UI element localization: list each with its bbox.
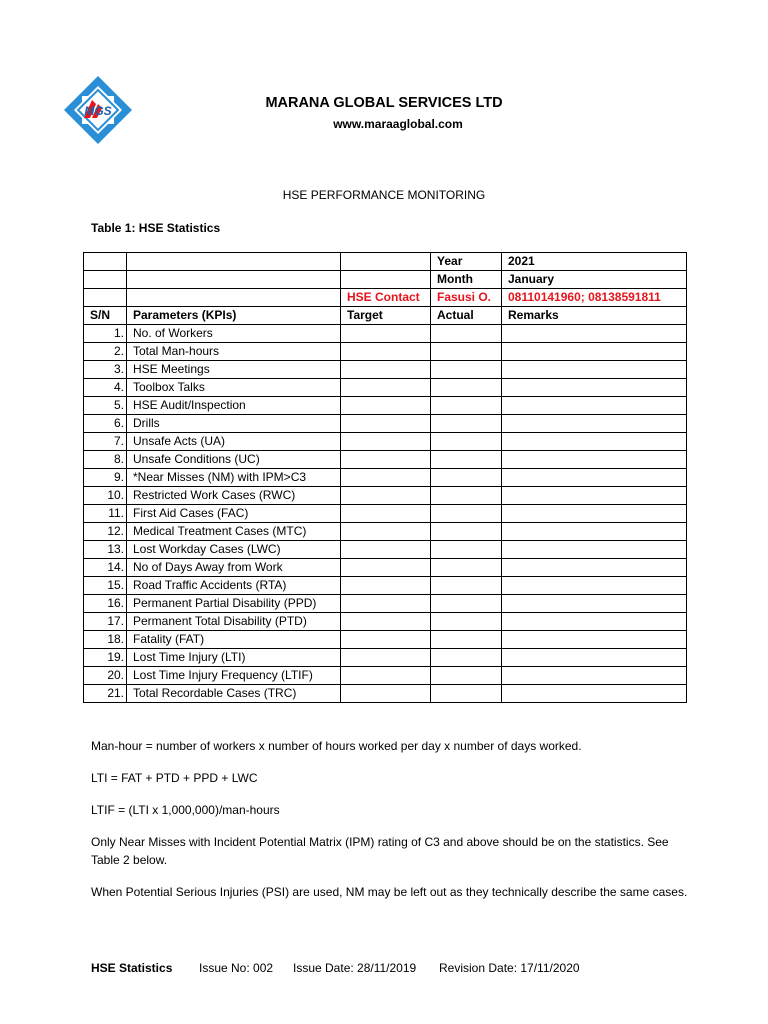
row-parameter: Unsafe Acts (UA) bbox=[127, 433, 341, 451]
row-sn: 16. bbox=[84, 595, 127, 613]
column-header-sn: S/N bbox=[84, 307, 127, 325]
company-website: www.maraaglobal.com bbox=[333, 117, 463, 131]
row-actual-cell bbox=[431, 451, 502, 469]
table-row bbox=[84, 325, 687, 343]
row-remarks-cell bbox=[502, 541, 687, 559]
row-remarks-cell bbox=[502, 649, 687, 667]
row-actual-cell bbox=[431, 667, 502, 685]
company-name: MARANA GLOBAL SERVICES LTD bbox=[265, 95, 503, 111]
row-parameter: Lost Time Injury (LTI) bbox=[127, 649, 341, 667]
month-label: Month bbox=[431, 271, 502, 289]
row-actual-cell bbox=[431, 379, 502, 397]
table-row bbox=[84, 415, 687, 433]
row-sn: 8. bbox=[84, 451, 127, 469]
row-sn: 2. bbox=[84, 343, 127, 361]
document-title: HSE PERFORMANCE MONITORING bbox=[282, 188, 486, 202]
row-target-cell bbox=[341, 343, 431, 361]
row-parameter: Medical Treatment Cases (MTC) bbox=[127, 523, 341, 541]
row-sn: 13. bbox=[84, 541, 127, 559]
row-target-cell bbox=[341, 397, 431, 415]
column-header-row bbox=[84, 307, 687, 325]
row-actual-cell bbox=[431, 559, 502, 577]
row-remarks-cell bbox=[502, 613, 687, 631]
row-remarks-cell bbox=[502, 505, 687, 523]
row-parameter: HSE Meetings bbox=[127, 361, 341, 379]
row-sn: 6. bbox=[84, 415, 127, 433]
row-sn: 19. bbox=[84, 649, 127, 667]
column-header-target: Target bbox=[341, 307, 431, 325]
row-parameter: Total Recordable Cases (TRC) bbox=[127, 685, 341, 703]
row-parameter: Road Traffic Accidents (RTA) bbox=[127, 577, 341, 595]
row-actual-cell bbox=[431, 649, 502, 667]
row-actual-cell bbox=[431, 685, 502, 703]
row-actual-cell bbox=[431, 397, 502, 415]
row-actual-cell bbox=[431, 541, 502, 559]
table-row bbox=[84, 505, 687, 523]
table-row bbox=[84, 595, 687, 613]
row-remarks-cell bbox=[502, 631, 687, 649]
table-row bbox=[84, 343, 687, 361]
row-target-cell bbox=[341, 613, 431, 631]
row-target-cell bbox=[341, 577, 431, 595]
row-remarks-cell bbox=[502, 361, 687, 379]
header-row-year bbox=[84, 253, 687, 271]
footer-revision-date: Revision Date: 17/11/2020 bbox=[439, 961, 580, 975]
row-sn: 20. bbox=[84, 667, 127, 685]
table-row bbox=[84, 469, 687, 487]
row-sn: 9. bbox=[84, 469, 127, 487]
footer-label: HSE Statistics bbox=[91, 961, 173, 975]
column-header-remarks: Remarks bbox=[502, 307, 687, 325]
note-ltif: LTIF = (LTI x 1,000,000)/man-hours bbox=[91, 803, 280, 817]
row-sn: 7. bbox=[84, 433, 127, 451]
row-parameter: HSE Audit/Inspection bbox=[127, 397, 341, 415]
row-sn: 21. bbox=[84, 685, 127, 703]
month-value: January bbox=[502, 271, 687, 289]
row-target-cell bbox=[341, 451, 431, 469]
table-row bbox=[84, 649, 687, 667]
table-row bbox=[84, 379, 687, 397]
table-row bbox=[84, 451, 687, 469]
row-actual-cell bbox=[431, 415, 502, 433]
row-parameter: Fatality (FAT) bbox=[127, 631, 341, 649]
table-row bbox=[84, 685, 687, 703]
row-sn: 14. bbox=[84, 559, 127, 577]
row-parameter: Drills bbox=[127, 415, 341, 433]
table-row bbox=[84, 631, 687, 649]
row-actual-cell bbox=[431, 325, 502, 343]
row-actual-cell bbox=[431, 487, 502, 505]
row-target-cell bbox=[341, 523, 431, 541]
row-sn: 10. bbox=[84, 487, 127, 505]
row-remarks-cell bbox=[502, 487, 687, 505]
row-actual-cell bbox=[431, 505, 502, 523]
row-actual-cell bbox=[431, 433, 502, 451]
row-parameter: Lost Workday Cases (LWC) bbox=[127, 541, 341, 559]
note-lti: LTI = FAT + PTD + PPD + LWC bbox=[91, 771, 258, 785]
row-target-cell bbox=[341, 541, 431, 559]
row-sn: 15. bbox=[84, 577, 127, 595]
hse-contact-phone: 08110141960; 08138591811 bbox=[502, 289, 687, 307]
table-row bbox=[84, 541, 687, 559]
table-row bbox=[84, 397, 687, 415]
hse-contact-label: HSE Contact bbox=[341, 289, 431, 307]
row-parameter: Permanent Partial Disability (PPD) bbox=[127, 595, 341, 613]
table-row bbox=[84, 613, 687, 631]
row-remarks-cell bbox=[502, 379, 687, 397]
table-row bbox=[84, 559, 687, 577]
table-row bbox=[84, 577, 687, 595]
footer-issue-no: Issue No: 002 bbox=[199, 961, 274, 975]
row-remarks-cell bbox=[502, 397, 687, 415]
table-row bbox=[84, 361, 687, 379]
header-row-month bbox=[84, 271, 687, 289]
row-parameter: Unsafe Conditions (UC) bbox=[127, 451, 341, 469]
row-remarks-cell bbox=[502, 559, 687, 577]
row-sn: 17. bbox=[84, 613, 127, 631]
row-sn: 4. bbox=[84, 379, 127, 397]
row-parameter: No. of Workers bbox=[127, 325, 341, 343]
row-remarks-cell bbox=[502, 415, 687, 433]
row-parameter: Total Man-hours bbox=[127, 343, 341, 361]
table-row bbox=[84, 523, 687, 541]
row-sn: 11. bbox=[84, 505, 127, 523]
row-actual-cell bbox=[431, 343, 502, 361]
table-caption: Table 1: HSE Statistics bbox=[91, 221, 221, 235]
row-target-cell bbox=[341, 415, 431, 433]
row-target-cell bbox=[341, 487, 431, 505]
row-target-cell bbox=[341, 559, 431, 577]
row-remarks-cell bbox=[502, 667, 687, 685]
column-header-parameters: Parameters (KPIs) bbox=[127, 307, 341, 325]
row-remarks-cell bbox=[502, 469, 687, 487]
row-target-cell bbox=[341, 667, 431, 685]
table-row bbox=[84, 433, 687, 451]
column-header-actual: Actual bbox=[431, 307, 502, 325]
row-remarks-cell bbox=[502, 595, 687, 613]
row-sn: 1. bbox=[84, 325, 127, 343]
row-actual-cell bbox=[431, 595, 502, 613]
note-psi: When Potential Serious Injuries (PSI) are used, NM may be left out as they technically describe the same cases. bbox=[91, 885, 688, 899]
year-value: 2021 bbox=[502, 253, 687, 271]
table-row bbox=[84, 487, 687, 505]
row-target-cell bbox=[341, 325, 431, 343]
row-target-cell bbox=[341, 379, 431, 397]
row-actual-cell bbox=[431, 577, 502, 595]
row-parameter: Restricted Work Cases (RWC) bbox=[127, 487, 341, 505]
row-target-cell bbox=[341, 685, 431, 703]
footer bbox=[91, 961, 580, 975]
note-man-hour: Man-hour = number of workers x number of hours worked per day x number of days worked. bbox=[91, 739, 582, 753]
row-remarks-cell bbox=[502, 523, 687, 541]
row-parameter: Lost Time Injury Frequency (LTIF) bbox=[127, 667, 341, 685]
row-actual-cell bbox=[431, 469, 502, 487]
row-actual-cell bbox=[431, 631, 502, 649]
table-row bbox=[84, 667, 687, 685]
row-remarks-cell bbox=[502, 325, 687, 343]
row-actual-cell bbox=[431, 361, 502, 379]
row-actual-cell bbox=[431, 523, 502, 541]
logo-text: MGS bbox=[84, 104, 112, 118]
header-row-contact bbox=[84, 289, 687, 307]
row-target-cell bbox=[341, 505, 431, 523]
row-actual-cell bbox=[431, 613, 502, 631]
row-parameter: Permanent Total Disability (PTD) bbox=[127, 613, 341, 631]
row-remarks-cell bbox=[502, 577, 687, 595]
row-target-cell bbox=[341, 649, 431, 667]
row-remarks-cell bbox=[502, 451, 687, 469]
year-label: Year bbox=[431, 253, 502, 271]
row-parameter: First Aid Cases (FAC) bbox=[127, 505, 341, 523]
row-remarks-cell bbox=[502, 685, 687, 703]
row-target-cell bbox=[341, 631, 431, 649]
row-target-cell bbox=[341, 433, 431, 451]
row-target-cell bbox=[341, 361, 431, 379]
row-parameter: No of Days Away from Work bbox=[127, 559, 341, 577]
footer-issue-date: Issue Date: 28/11/2019 bbox=[293, 961, 417, 975]
hse-statistics-table bbox=[83, 252, 687, 703]
row-remarks-cell bbox=[502, 343, 687, 361]
row-remarks-cell bbox=[502, 433, 687, 451]
hse-contact-name: Fasusi O. bbox=[431, 289, 502, 307]
row-target-cell bbox=[341, 469, 431, 487]
row-target-cell bbox=[341, 595, 431, 613]
row-sn: 3. bbox=[84, 361, 127, 379]
row-parameter: *Near Misses (NM) with IPM>C3 bbox=[127, 469, 341, 487]
notes-section bbox=[91, 737, 691, 915]
note-near-misses: Only Near Misses with Incident Potential Matrix (IPM) rating of C3 and above should be on the statistics. See Table 2 below. bbox=[91, 835, 669, 867]
row-sn: 5. bbox=[84, 397, 127, 415]
row-parameter: Toolbox Talks bbox=[127, 379, 341, 397]
row-sn: 12. bbox=[84, 523, 127, 541]
row-sn: 18. bbox=[84, 631, 127, 649]
